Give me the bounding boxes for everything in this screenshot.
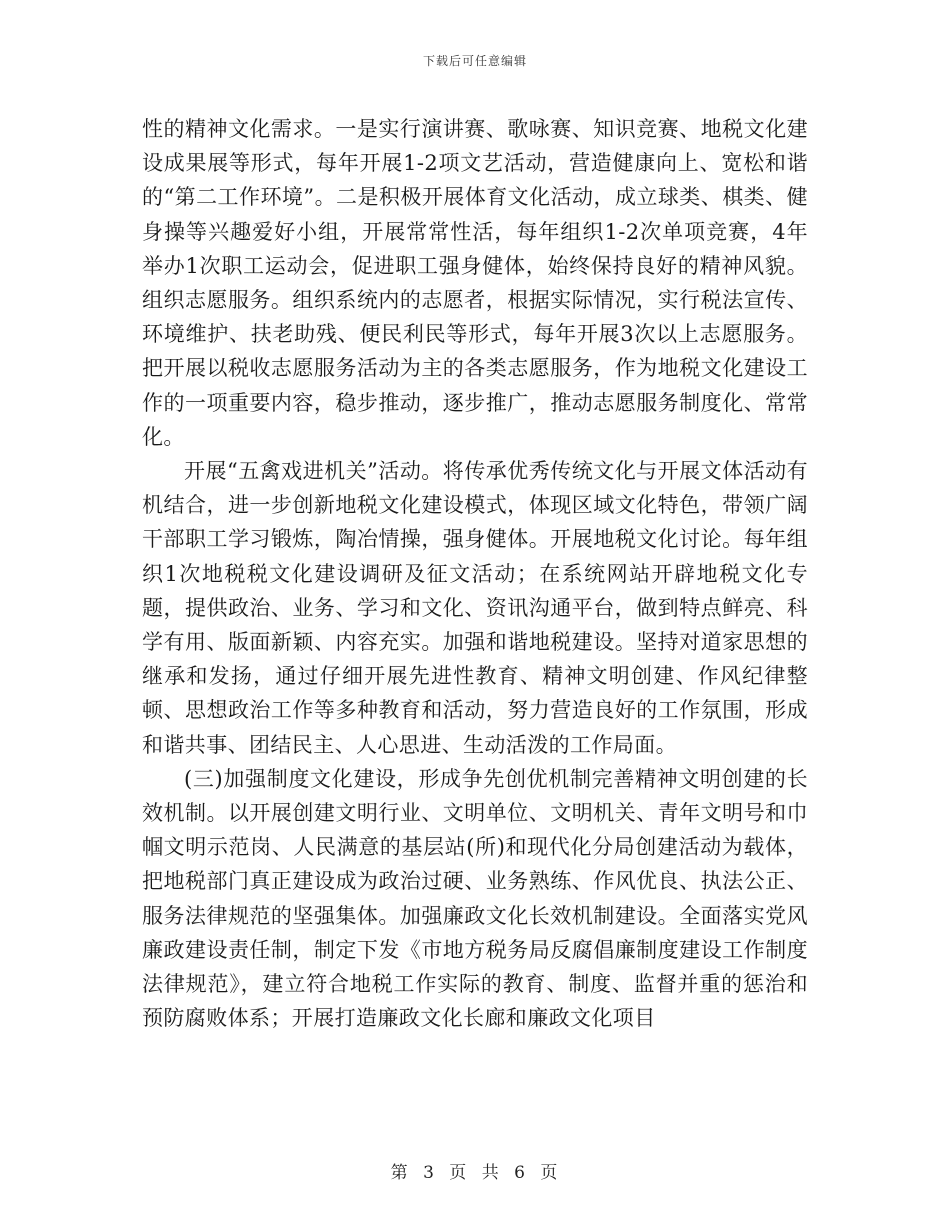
page-header-note: 下载后可任意编辑: [422, 54, 527, 68]
document-body: [142, 112, 808, 1035]
page-number-footer: 第 3 页 共 6 页: [390, 1163, 560, 1183]
paragraph-2: 开展“五禽戏进机关”活动。将传承优秀传统文化与开展文体活动有机结合，进一步创新地税文化建设模式，体现区域文化特色，带领广阔干部职工学习锻炼，陶冶情操，强身健体。开展地税文化讨论。每年组织1次地税税文化建设调研及征文活动；在系统网站开辟地税文化专题，提供政治、业务、学习和文化、资讯沟通平台，做到特点鲜亮、科学有用、版面新颖、内容充实。加强和谐地税建设。坚持对道家思想的继承和发扬，通过仔细开展先进性教育、精神文明创建、作风纪律整顿、思想政治工作等多种教育和活动，努力营造良好的工作氛围，形成和谐共事、团结民主、人心思进、生动活泼的工作局面。: [142, 459, 808, 757]
paragraph-1: 性的精神文化需求。一是实行演讲赛、歌咏赛、知识竞赛、地税文化建设成果展等形式，每年开展1-2项文艺活动，营造健康向上、宽松和谐的“第二工作环境”。二是积极开展体育文化活动，成立球类、棋类、健身操等兴趣爱好小组，开展常常性活，每年组织1-2次单项竞赛，4年举办1次职工运动会，促进职工强身健体，始终保持良好的精神风貌。组织志愿服务。组织系统内的志愿者，根据实际情况，实行税法宣传、环境维护、扶老助残、便民利民等形式，每年开展3次以上志愿服务。把开展以税收志愿服务活动为主的各类志愿服务，作为地税文化建设工作的一项重要内容，稳步推动，逐步推广，推动志愿服务制度化、常常化。: [142, 117, 808, 449]
paragraph-3: (三)加强制度文化建设，形成争先创优机制完善精神文明创建的长效机制。以开展创建文明行业、文明单位、文明机关、青年文明号和巾帼文明示范岗、人民满意的基层站(所)和现代化分局创建活动为载体，把地税部门真正建设成为政治过硬、业务熟练、作风优良、执法公正、服务法律规范的坚强集体。加强廉政文化长效机制建设。全面落实党风廉政建设责任制，制定下发《市地方税务局反腐倡廉制度建设工作制度法律规范》，建立符合地税工作实际的教育、制度、监督并重的惩治和预防腐败体系；开展打造廉政文化长廊和廉政文化项目: [142, 766, 808, 1031]
